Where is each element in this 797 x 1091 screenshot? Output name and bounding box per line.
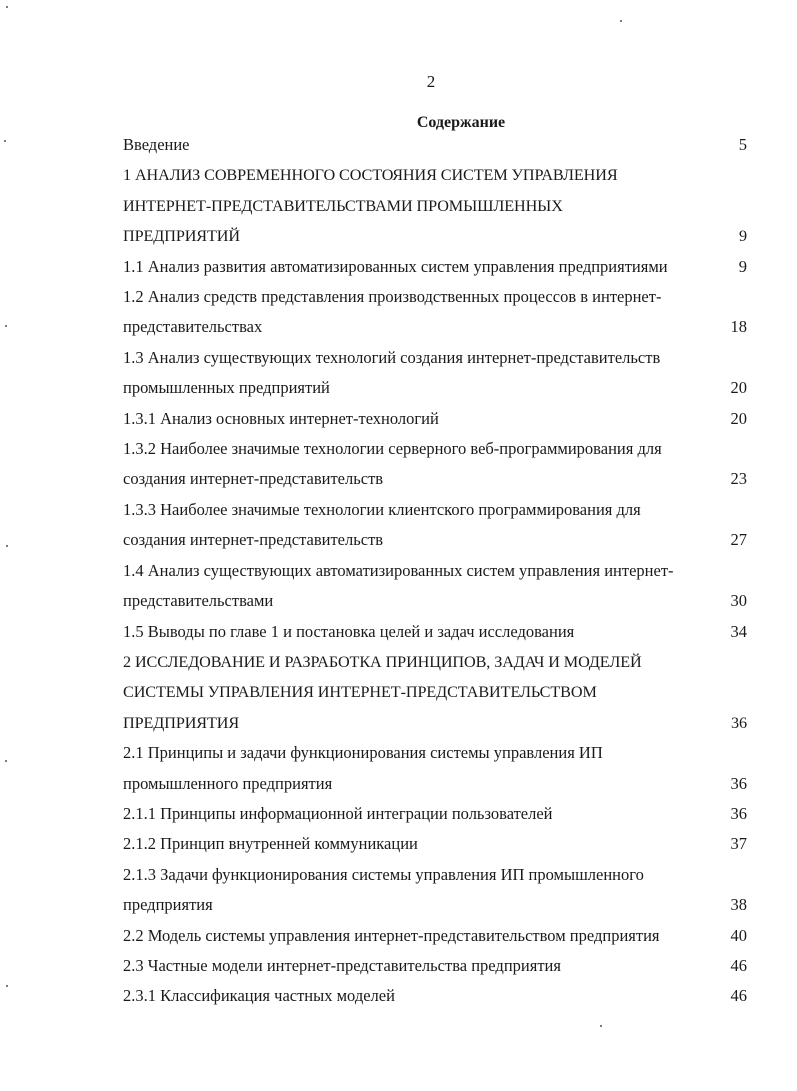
- toc-entry-line: ИНТЕРНЕТ-ПРЕДСТАВИТЕЛЬСТВАМИ ПРОМЫШЛЕННЫХ: [123, 196, 563, 215]
- toc-page-number: 36: [730, 773, 747, 793]
- scan-speck: [5, 760, 7, 762]
- toc-entry-line: 2.2 Модель системы управления интернет-представительством предприятия: [123, 925, 660, 945]
- scan-speck: [5, 325, 7, 327]
- toc-entry: [123, 495, 747, 556]
- toc-page-number: 46: [730, 955, 747, 975]
- toc-entry: [123, 829, 747, 859]
- toc-entry-line: ПРЕДПРИЯТИЯ: [123, 713, 240, 732]
- scan-speck: [4, 140, 6, 142]
- toc-entry-line: создания интернет-представительств: [123, 530, 384, 550]
- toc-entry-line: представительствах: [123, 317, 263, 337]
- toc-entry: [123, 617, 747, 647]
- toc-entry-line: представительствами: [123, 591, 274, 611]
- toc-entry: [123, 951, 747, 981]
- toc-entry: [123, 130, 747, 160]
- toc-entry-line: 1.4 Анализ существующих автоматизированных систем управления интернет-: [123, 560, 674, 580]
- toc-entry-line: 2.1.2 Принцип внутренней коммуникации: [123, 834, 418, 854]
- toc-entry-line: Введение: [123, 135, 190, 154]
- toc-page-number: 18: [730, 317, 747, 337]
- toc-entry: [123, 404, 747, 434]
- toc-entry-line: 1.2 Анализ средств представления производственных процессов в интернет-: [123, 287, 662, 307]
- scan-speck: [620, 20, 622, 22]
- toc-page-number: 9: [739, 227, 747, 246]
- toc-entry: [123, 556, 747, 617]
- toc-page-number: 20: [730, 378, 747, 398]
- toc-page-number: 9: [738, 256, 747, 276]
- toc-entry-line: 1.3.2 Наиболее значимые технологии серверного веб-программирования для: [123, 439, 662, 459]
- toc-entry-line: 2.3.1 Классификация частных моделей: [123, 986, 395, 1006]
- toc-entry-line: создания интернет-представительств: [123, 469, 384, 489]
- toc-page-number: 20: [730, 408, 747, 428]
- toc-entry-line: 2 ИССЛЕДОВАНИЕ И РАЗРАБОТКА ПРИНЦИПОВ, ЗАДАЧ И МОДЕЛЕЙ: [123, 652, 642, 671]
- toc-entry-line: 2.1 Принципы и задачи функционирования системы управления ИП: [123, 743, 603, 763]
- toc-title: Содержание: [416, 114, 506, 131]
- toc-entry-line: 1.3.3 Наиболее значимые технологии клиентского программирования для: [123, 499, 641, 519]
- toc-entry: [123, 860, 747, 921]
- toc-entry-line: СИСТЕМЫ УПРАВЛЕНИЯ ИНТЕРНЕТ-ПРЕДСТАВИТЕЛЬСТВОМ: [123, 683, 597, 702]
- toc-entry-line: промышленных предприятий: [123, 378, 330, 398]
- scan-speck: [6, 6, 8, 8]
- toc-page-number: 38: [730, 895, 747, 915]
- toc-entry-line: 1.3.1 Анализ основных интернет-технологий: [123, 408, 439, 428]
- toc-entry-line: 1.1 Анализ развития автоматизированных систем управления предприятиями: [123, 256, 668, 276]
- toc-page-number: 27: [730, 530, 747, 550]
- toc-entry: [123, 799, 747, 829]
- toc-entry-line: 2.3 Частные модели интернет-представительства предприятия: [123, 955, 561, 975]
- toc-page-number: 36: [731, 713, 747, 732]
- toc-page-number: 46: [730, 986, 747, 1006]
- toc-entry: [123, 434, 747, 495]
- toc-entry: [123, 252, 747, 282]
- scan-speck: [6, 545, 8, 547]
- toc-page-number: 5: [738, 135, 747, 154]
- toc-entry-line: 1.3 Анализ существующих технологий создания интернет-представительств: [123, 347, 661, 367]
- toc-entry: [123, 282, 747, 343]
- toc-entry-line: 1.5 Выводы по главе 1 и постановка целей и задач исследования: [123, 621, 575, 641]
- toc-entry: [123, 647, 747, 738]
- toc-page-number: 36: [730, 803, 747, 823]
- toc-entry-line: предприятия: [123, 895, 213, 915]
- scan-speck: [6, 985, 8, 987]
- scan-speck: [600, 1025, 602, 1027]
- page-number: 2: [426, 72, 436, 91]
- toc-page-number: 23: [730, 469, 747, 489]
- toc-page-number: 34: [730, 621, 747, 641]
- toc-page-number: 30: [730, 591, 747, 611]
- toc-page-number: 37: [730, 834, 747, 854]
- toc-entry-line: промышленного предприятия: [123, 773, 333, 793]
- toc-entry-line: ПРЕДПРИЯТИЙ: [123, 227, 240, 246]
- toc-entry: [123, 738, 747, 799]
- toc-entry-line: 2.1.1 Принципы информационной интеграции пользователей: [123, 803, 553, 823]
- table-of-contents: [123, 130, 747, 1012]
- toc-entry: [123, 160, 747, 251]
- toc-page-number: 40: [730, 925, 747, 945]
- toc-entry-line: 2.1.3 Задачи функционирования системы управления ИП промышленного: [123, 864, 644, 884]
- toc-entry: [123, 921, 747, 951]
- toc-entry: [123, 981, 747, 1011]
- toc-entry-line: 1 АНАЛИЗ СОВРЕМЕННОГО СОСТОЯНИЯ СИСТЕМ УПРАВЛЕНИЯ: [123, 166, 618, 185]
- toc-entry: [123, 343, 747, 404]
